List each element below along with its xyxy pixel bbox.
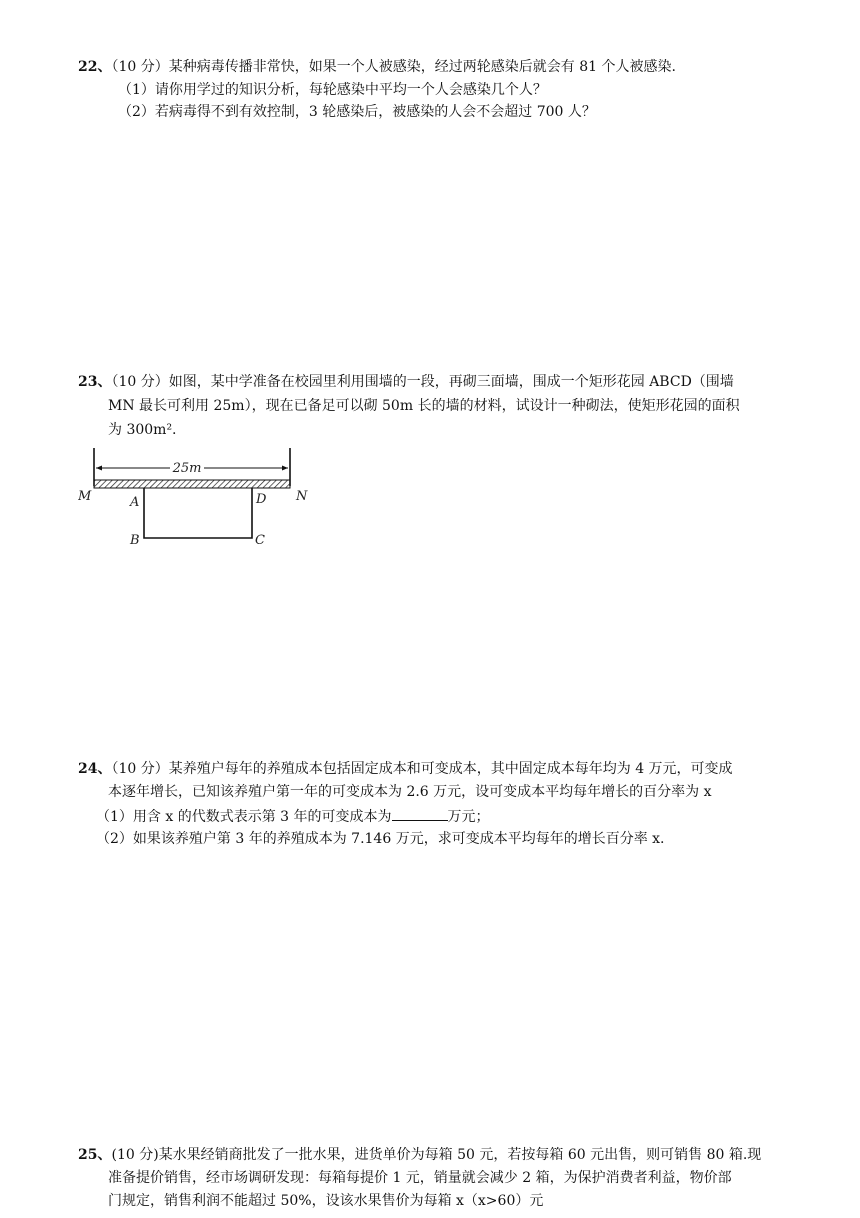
- arrow-right-icon: [282, 466, 288, 471]
- q24-part1-unit: 万元；: [447, 809, 490, 825]
- q25-number: 25、: [78, 1147, 112, 1163]
- wall-mn: [94, 480, 290, 488]
- q24-stem-text-1: 某养殖户每年的养殖成本包括固定成本和可变成本，其中固定成本每年均为 4 万元，可变成: [168, 761, 733, 777]
- q22-stem-text: 某种病毒传播非常快，如果一个人被感染，经过两轮感染后就会有 81 个人被感染.: [168, 59, 676, 75]
- q22-part1: （1）请你用学过的知识分析，每轮感染中平均一个人会感染几个人？: [118, 82, 547, 98]
- q23-number: 23、: [78, 374, 112, 390]
- q24-part2: （2）如果该养殖户第 3 年的养殖成本为 7.146 万元，求可变成本平均每年的增长百分率 x.: [96, 831, 665, 847]
- q22-part2: （2）若病毒得不到有效控制，3 轮感染后，被感染的人会不会超过 700 人？: [118, 104, 596, 120]
- q24-number: 24、: [78, 761, 112, 777]
- q24-part1-text: （1）用含 x 的代数式表示第 3 年的可变成本为: [96, 809, 392, 825]
- q23-stem-line1: [78, 372, 734, 392]
- label-n: N: [296, 489, 308, 504]
- q24-score: （10 分）: [111, 761, 169, 777]
- q22-number: 22、: [78, 59, 112, 75]
- q23-score: （10 分）: [111, 374, 169, 390]
- answer-blank[interactable]: [392, 806, 448, 821]
- label-d: D: [256, 492, 267, 507]
- q25-stem-line2: 准备提价销售，经市场调研发现：每箱每提价 1 元，销量就会减少 2 箱，为保护消费者利益，物价部: [108, 1170, 732, 1186]
- q25-score: (10 分): [111, 1147, 159, 1163]
- label-m: M: [78, 489, 92, 504]
- q24-stem-line1: [78, 759, 733, 779]
- q22-stem: [78, 57, 676, 77]
- wall-length-label: 25m: [172, 461, 202, 476]
- garden-rect: [144, 488, 252, 538]
- garden-figure: [78, 446, 318, 546]
- label-a: A: [130, 495, 140, 510]
- label-c: C: [255, 533, 265, 546]
- q23-stem-line3: 为 300m².: [108, 422, 177, 438]
- q24-stem-line2: 本逐年增长，已知该养殖户第一年的可变成本为 2.6 万元，设可变成本平均每年增长的百分率为 x: [108, 784, 712, 800]
- q23-stem-text-1: 如图，某中学准备在校园里利用围墙的一段，再砌三面墙，围成一个矩形花园 ABCD（围墙: [168, 374, 734, 390]
- q24-part1: [96, 806, 490, 827]
- q25-stem-line3: 门规定，销售利润不能超过 50%，设该水果售价为每箱 x（x>60）元: [108, 1193, 544, 1209]
- q23-stem-line2: MN 最长可利用 25m），现在已备足可以砌 50m 长的墙的材料，试设计一种砌法，使矩形花园的面积: [108, 398, 740, 414]
- label-b: B: [130, 533, 140, 546]
- arrow-left-icon: [96, 466, 102, 471]
- q22-score: （10 分）: [111, 59, 169, 75]
- q25-stem-text-1: 某水果经销商批发了一批水果，进货单价为每箱 50 元，若按每箱 60 元出售，则可销售 80 箱.现: [158, 1147, 762, 1163]
- q25-stem-line1: [78, 1145, 761, 1165]
